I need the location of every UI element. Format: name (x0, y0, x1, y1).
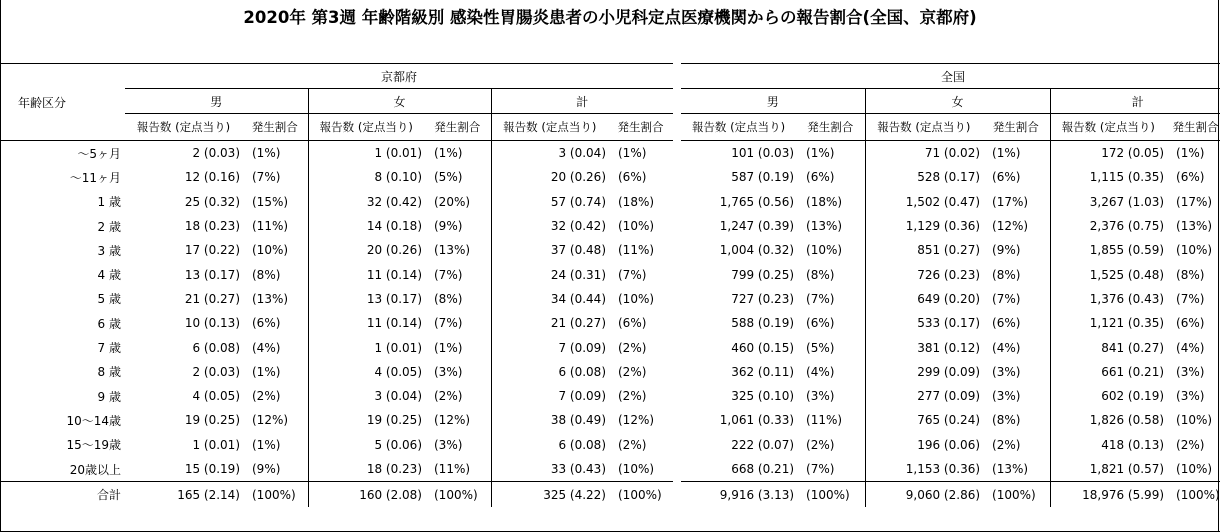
rate-cell-kyoto-male: (12%) (252, 413, 289, 428)
rate-cell-national-female: (8%) (992, 267, 1021, 282)
rate-cell-national-female: (4%) (992, 340, 1021, 355)
rate-cell-kyoto-female: (1%) (424, 141, 491, 166)
rate-cell-national-male: (7%) (806, 291, 835, 306)
reports-cell-kyoto-total: 6 (0.08) (491, 360, 608, 384)
age-cell: 10～14歳 (66, 413, 121, 428)
reports-cell-national-male: 668 (0.21) (731, 462, 795, 476)
reports-cell-kyoto-female: 20 (0.26) (308, 238, 424, 262)
reports-cell-national-female: 528 (0.17) (865, 165, 982, 189)
rate-cell-national-male: (4%) (806, 364, 835, 379)
reports-cell-kyoto-total: 38 (0.49) (491, 408, 608, 432)
report-table (0, 63, 1220, 507)
total-row (0, 482, 1220, 508)
reports-cell-kyoto-male: 4 (0.05) (192, 389, 240, 404)
reports-cell-kyoto-male: 6 (0.08) (192, 340, 240, 355)
reports-cell-kyoto-female: 11 (0.14) (308, 262, 424, 286)
rate-cell-national-male: (10%) (806, 243, 843, 258)
rate-cell-kyoto-male: (8%) (252, 267, 281, 282)
rate-cell-national-male: (8%) (806, 267, 835, 282)
reports-cell-kyoto-male: 2 (0.03) (125, 141, 242, 166)
reports-cell-kyoto-female: 4 (0.05) (308, 360, 424, 384)
reports-cell-national-female: 726 (0.23) (865, 262, 982, 286)
age-cell: 8 歳 (97, 365, 121, 380)
reports-cell-national-male: 1,004 (0.32) (719, 243, 795, 258)
rate-cell-kyoto-total: (10%) (618, 219, 655, 234)
rate-cell-kyoto-total: (1%) (608, 141, 673, 166)
rate-cell-kyoto-male: (7%) (252, 170, 281, 185)
reports-cell-kyoto-male: 15 (0.19) (184, 462, 240, 476)
table-row (0, 214, 1220, 238)
reports-cell-kyoto-total: 3 (0.04) (491, 141, 608, 166)
reports-cell-national-male: 9,916 (3.13) (681, 482, 796, 508)
rate-cell-national-total: (13%) (1176, 219, 1213, 234)
reports-cell-kyoto-female: 3 (0.04) (308, 384, 424, 408)
age-cell: 5 歳 (97, 292, 121, 307)
table-row (0, 311, 1220, 335)
region-gap (673, 482, 681, 508)
rate-cell-national-male: (6%) (806, 170, 835, 185)
col-header-reports: 報告数 (定点当り) (308, 114, 424, 141)
rate-cell-national-female: (2%) (992, 437, 1021, 452)
reports-cell-kyoto-female: 13 (0.17) (308, 287, 424, 311)
rate-cell-national-female: (12%) (992, 219, 1029, 234)
rate-cell-kyoto-female: (12%) (434, 413, 471, 428)
table-row (0, 165, 1220, 189)
rate-cell-kyoto-total: (6%) (618, 316, 647, 331)
rate-cell-national-male: (18%) (806, 194, 843, 209)
reports-cell-kyoto-total: 32 (0.42) (491, 214, 608, 238)
rate-cell-kyoto-total: (10%) (618, 462, 655, 476)
rate-cell-kyoto-male: (11%) (252, 219, 289, 234)
reports-cell-national-total: 172 (0.05) (1050, 141, 1166, 166)
rate-cell-kyoto-total: (7%) (618, 267, 647, 282)
reports-cell-kyoto-total: 20 (0.26) (491, 165, 608, 189)
rate-cell-kyoto-female: (11%) (434, 462, 471, 476)
age-cell: 9 歳 (97, 389, 121, 404)
region-gap (673, 384, 681, 408)
sex-header-kyoto-total: 計 (491, 89, 673, 114)
col-header-reports: 報告数 (定点当り) (136, 120, 231, 134)
rate-cell-national-male: (1%) (796, 141, 865, 166)
age-cell: 4 歳 (97, 268, 121, 283)
age-cell: 2 歳 (97, 219, 121, 234)
sex-header-national-female: 女 (865, 89, 1050, 114)
rate-cell-national-male: (3%) (806, 389, 835, 404)
reports-cell-kyoto-male: 17 (0.22) (184, 243, 240, 258)
reports-cell-national-total: 602 (0.19) (1050, 384, 1166, 408)
rate-cell-national-female: (13%) (992, 462, 1029, 476)
rate-cell-national-male: (13%) (806, 219, 843, 234)
reports-cell-kyoto-male: 10 (0.13) (184, 316, 240, 331)
reports-cell-national-total: 1,855 (0.59) (1050, 238, 1166, 262)
rate-cell-kyoto-total: (18%) (618, 194, 655, 209)
reports-cell-national-total: 1,821 (0.57) (1050, 457, 1166, 482)
age-cell: 6 歳 (97, 316, 121, 331)
rate-cell-national-male: (100%) (796, 482, 865, 508)
table-row (0, 238, 1220, 262)
rate-cell-kyoto-total: (2%) (618, 437, 647, 452)
reports-cell-national-male: 1,765 (0.56) (719, 194, 795, 209)
reports-cell-national-total: 661 (0.21) (1050, 360, 1166, 384)
reports-cell-national-female: 71 (0.02) (865, 141, 982, 166)
reports-cell-kyoto-male: 25 (0.32) (184, 194, 240, 209)
col-header-rate: 発生割合 (434, 120, 481, 134)
reports-cell-kyoto-female: 14 (0.18) (308, 214, 424, 238)
rate-cell-national-total: (4%) (1176, 340, 1205, 355)
region-gap (673, 262, 681, 286)
reports-cell-kyoto-female: 5 (0.06) (308, 433, 424, 457)
reports-cell-national-total: 1,376 (0.43) (1050, 287, 1166, 311)
col-header-rate: 発生割合 (251, 120, 298, 134)
rate-cell-kyoto-female: (2%) (434, 389, 463, 404)
reports-cell-national-female: 299 (0.09) (865, 360, 982, 384)
reports-cell-national-female: 9,060 (2.86) (865, 482, 982, 508)
rate-cell-national-male: (7%) (806, 462, 835, 476)
table-row (0, 190, 1220, 214)
page-title: 2020年 第3週 年齢階級別 感染性胃腸炎患者の小児科定点医療機関からの報告割合(全国、京都府) (243, 8, 977, 27)
rate-cell-national-female: (9%) (992, 243, 1021, 258)
age-cell: 合計 (0, 482, 125, 508)
reports-cell-national-male: 325 (0.10) (731, 389, 795, 404)
reports-cell-kyoto-female: 8 (0.10) (308, 165, 424, 189)
col-header-rate: 発生割合 (1172, 120, 1219, 134)
region-gap (673, 165, 681, 189)
col-header-reports: 報告数 (定点当り) (865, 114, 982, 141)
rate-cell-kyoto-male: (6%) (252, 316, 281, 331)
rate-cell-national-female: (8%) (992, 413, 1021, 428)
reports-cell-kyoto-total: 325 (4.22) (491, 482, 608, 508)
reports-cell-national-male: 460 (0.15) (731, 340, 795, 355)
table-row (0, 360, 1220, 384)
reports-cell-national-male: 799 (0.25) (731, 267, 795, 282)
reports-cell-national-female: 649 (0.20) (865, 287, 982, 311)
reports-cell-national-female: 851 (0.27) (865, 238, 982, 262)
col-header-reports: 報告数 (定点当り) (691, 120, 786, 134)
reports-cell-kyoto-female: 32 (0.42) (308, 190, 424, 214)
rate-cell-national-total: (2%) (1176, 437, 1205, 452)
reports-cell-kyoto-male: 12 (0.16) (184, 170, 240, 185)
rate-cell-kyoto-female: (13%) (434, 243, 471, 258)
region-gap (673, 238, 681, 262)
reports-cell-national-total: 2,376 (0.75) (1050, 214, 1166, 238)
rate-cell-national-total: (6%) (1176, 316, 1205, 331)
reports-cell-national-female: 277 (0.09) (865, 384, 982, 408)
age-header: 年齢区分 (0, 64, 125, 141)
region-gap (673, 64, 681, 89)
reports-cell-national-male: 362 (0.11) (731, 364, 795, 379)
region-gap (673, 214, 681, 238)
col-header-rate: 発生割合 (992, 120, 1039, 134)
region-gap (673, 190, 681, 214)
rate-cell-kyoto-female: (7%) (434, 316, 463, 331)
rate-cell-kyoto-male: (4%) (252, 340, 281, 355)
reports-cell-kyoto-male: 19 (0.25) (184, 413, 240, 428)
rate-cell-kyoto-total: (6%) (618, 170, 647, 185)
rate-cell-national-total: (8%) (1176, 267, 1205, 282)
rate-cell-national-male: (5%) (806, 340, 835, 355)
reports-cell-national-male: 588 (0.19) (731, 316, 795, 331)
rate-cell-national-total: (6%) (1176, 170, 1205, 185)
reports-cell-national-total: 1,826 (0.58) (1050, 408, 1166, 432)
age-cell: 3 歳 (97, 243, 121, 258)
rate-cell-kyoto-female: (20%) (434, 194, 471, 209)
reports-cell-national-total: 1,525 (0.48) (1050, 262, 1166, 286)
age-cell: 7 歳 (97, 341, 121, 356)
rate-cell-national-total: (10%) (1176, 413, 1213, 428)
reports-cell-national-female: 533 (0.17) (865, 311, 982, 335)
reports-cell-kyoto-total: 6 (0.08) (491, 433, 608, 457)
reports-cell-kyoto-male: 13 (0.17) (184, 267, 240, 282)
reports-cell-kyoto-total: 34 (0.44) (491, 287, 608, 311)
age-cell: ～5ヶ月 (0, 141, 125, 166)
reports-cell-national-total: 841 (0.27) (1050, 335, 1166, 359)
reports-cell-national-female: 381 (0.12) (865, 335, 982, 359)
rate-cell-national-female: (17%) (992, 194, 1029, 209)
reports-cell-kyoto-total: 7 (0.09) (491, 384, 608, 408)
reports-cell-kyoto-male: 165 (2.14) (125, 482, 242, 508)
reports-cell-national-female: 1,129 (0.36) (865, 214, 982, 238)
rate-cell-national-female: (3%) (992, 364, 1021, 379)
rate-cell-national-female: (1%) (982, 141, 1050, 166)
reports-cell-kyoto-female: 19 (0.25) (308, 408, 424, 432)
rate-cell-kyoto-total: (2%) (618, 340, 647, 355)
rate-cell-kyoto-total: (2%) (618, 389, 647, 404)
reports-cell-national-male: 727 (0.23) (731, 291, 795, 306)
col-header-reports: 報告数 (定点当り) (1050, 114, 1166, 141)
rate-cell-kyoto-male: (1%) (252, 437, 281, 452)
sex-header-national-male: 男 (681, 89, 865, 114)
reports-cell-kyoto-total: 37 (0.48) (491, 238, 608, 262)
rate-cell-kyoto-female: (9%) (434, 219, 463, 234)
rate-cell-national-female: (3%) (992, 389, 1021, 404)
reports-cell-kyoto-total: 57 (0.74) (491, 190, 608, 214)
rate-cell-national-total: (17%) (1176, 194, 1213, 209)
rate-cell-kyoto-total: (100%) (608, 482, 673, 508)
reports-cell-kyoto-female: 160 (2.08) (308, 482, 424, 508)
reports-cell-kyoto-total: 24 (0.31) (491, 262, 608, 286)
reports-cell-national-male: 587 (0.19) (731, 170, 795, 185)
table-row (0, 335, 1220, 359)
reports-cell-national-total: 1,121 (0.35) (1050, 311, 1166, 335)
sex-header-kyoto-female: 女 (308, 89, 491, 114)
rate-cell-kyoto-female: (7%) (434, 267, 463, 282)
table-row (0, 384, 1220, 408)
col-header-rate: 発生割合 (807, 120, 854, 134)
rate-cell-kyoto-female: (8%) (434, 291, 463, 306)
rate-cell-kyoto-male: (1%) (252, 364, 281, 379)
reports-cell-national-male: 1,061 (0.33) (719, 413, 795, 428)
rate-cell-national-male: (6%) (806, 316, 835, 331)
region-header-kyoto: 京都府 (125, 64, 673, 89)
rate-cell-national-male: (2%) (806, 437, 835, 452)
rate-cell-national-total: (1%) (1166, 141, 1220, 166)
rate-cell-kyoto-male: (15%) (252, 194, 289, 209)
reports-cell-kyoto-male: 2 (0.03) (192, 364, 240, 379)
sex-header-national-total: 計 (1050, 89, 1220, 114)
table-row (0, 433, 1220, 457)
rate-cell-national-male: (11%) (806, 413, 843, 428)
table-row (0, 457, 1220, 482)
rate-cell-kyoto-female: (3%) (434, 437, 463, 452)
region-gap (673, 335, 681, 359)
rate-cell-national-female: (7%) (992, 291, 1021, 306)
rate-cell-kyoto-female: (100%) (424, 482, 491, 508)
rate-cell-kyoto-male: (10%) (252, 243, 289, 258)
rate-cell-kyoto-total: (11%) (618, 243, 655, 258)
age-cell: 15～19歳 (66, 438, 121, 453)
rate-cell-national-female: (6%) (992, 170, 1021, 185)
reports-cell-kyoto-female: 1 (0.01) (308, 335, 424, 359)
rate-cell-national-female: (100%) (982, 482, 1050, 508)
reports-cell-kyoto-total: 33 (0.43) (491, 457, 608, 482)
sex-header-kyoto-male: 男 (125, 89, 308, 114)
rate-cell-national-female: (6%) (992, 316, 1021, 331)
reports-cell-kyoto-female: 11 (0.14) (308, 311, 424, 335)
reports-cell-kyoto-male: 21 (0.27) (184, 291, 240, 306)
rate-cell-national-total: (3%) (1176, 364, 1205, 379)
reports-cell-national-female: 1,502 (0.47) (865, 190, 982, 214)
age-cell: ～11ヶ月 (69, 170, 121, 185)
rate-cell-kyoto-total: (2%) (618, 364, 647, 379)
rate-cell-national-total: (3%) (1176, 389, 1205, 404)
region-gap (673, 287, 681, 311)
reports-cell-national-male: 222 (0.07) (731, 437, 795, 452)
reports-cell-national-female: 1,153 (0.36) (865, 457, 982, 482)
rate-cell-kyoto-total: (12%) (618, 413, 655, 428)
reports-cell-national-total: 18,976 (5.99) (1050, 482, 1166, 508)
region-header-national: 全国 (681, 64, 1220, 89)
rate-cell-national-total: (7%) (1176, 291, 1205, 306)
reports-cell-kyoto-female: 1 (0.01) (308, 141, 424, 166)
rate-cell-kyoto-female: (3%) (434, 364, 463, 379)
reports-cell-national-total: 1,115 (0.35) (1050, 165, 1166, 189)
reports-cell-kyoto-male: 18 (0.23) (184, 219, 240, 234)
table-row (0, 141, 1220, 166)
rate-cell-national-total: (10%) (1176, 243, 1213, 258)
reports-cell-national-female: 765 (0.24) (865, 408, 982, 432)
rate-cell-kyoto-male: (2%) (252, 389, 281, 404)
rate-cell-kyoto-male: (100%) (242, 482, 308, 508)
col-header-rate: 発生割合 (617, 120, 664, 134)
region-gap (673, 433, 681, 457)
region-gap (673, 141, 681, 166)
rate-cell-kyoto-female: (1%) (434, 340, 463, 355)
rate-cell-national-total: (100%) (1166, 482, 1220, 508)
rate-cell-national-total: (10%) (1176, 462, 1213, 476)
reports-cell-kyoto-female: 18 (0.23) (308, 457, 424, 482)
reports-cell-national-total: 3,267 (1.03) (1050, 190, 1166, 214)
rate-cell-kyoto-male: (9%) (252, 462, 281, 476)
region-gap (673, 457, 681, 482)
reports-cell-kyoto-male: 1 (0.01) (192, 437, 240, 452)
reports-cell-national-male: 101 (0.03) (681, 141, 796, 166)
age-cell: 20歳以上 (69, 462, 121, 477)
rate-cell-kyoto-female: (5%) (434, 170, 463, 185)
region-gap (673, 311, 681, 335)
table-row (0, 262, 1220, 286)
reports-cell-kyoto-total: 21 (0.27) (491, 311, 608, 335)
reports-cell-kyoto-total: 7 (0.09) (491, 335, 608, 359)
rate-cell-kyoto-total: (10%) (618, 291, 655, 306)
age-cell: 1 歳 (97, 195, 121, 210)
rate-cell-kyoto-male: (1%) (242, 141, 308, 166)
region-gap (673, 360, 681, 384)
region-gap (673, 408, 681, 432)
table-row (0, 287, 1220, 311)
table-body (0, 141, 1220, 508)
rate-cell-kyoto-male: (13%) (252, 291, 289, 306)
reports-cell-national-male: 1,247 (0.39) (719, 219, 795, 234)
table-row (0, 408, 1220, 432)
col-header-reports: 報告数 (定点当り) (491, 114, 608, 141)
reports-cell-national-female: 196 (0.06) (865, 433, 982, 457)
reports-cell-national-total: 418 (0.13) (1050, 433, 1166, 457)
